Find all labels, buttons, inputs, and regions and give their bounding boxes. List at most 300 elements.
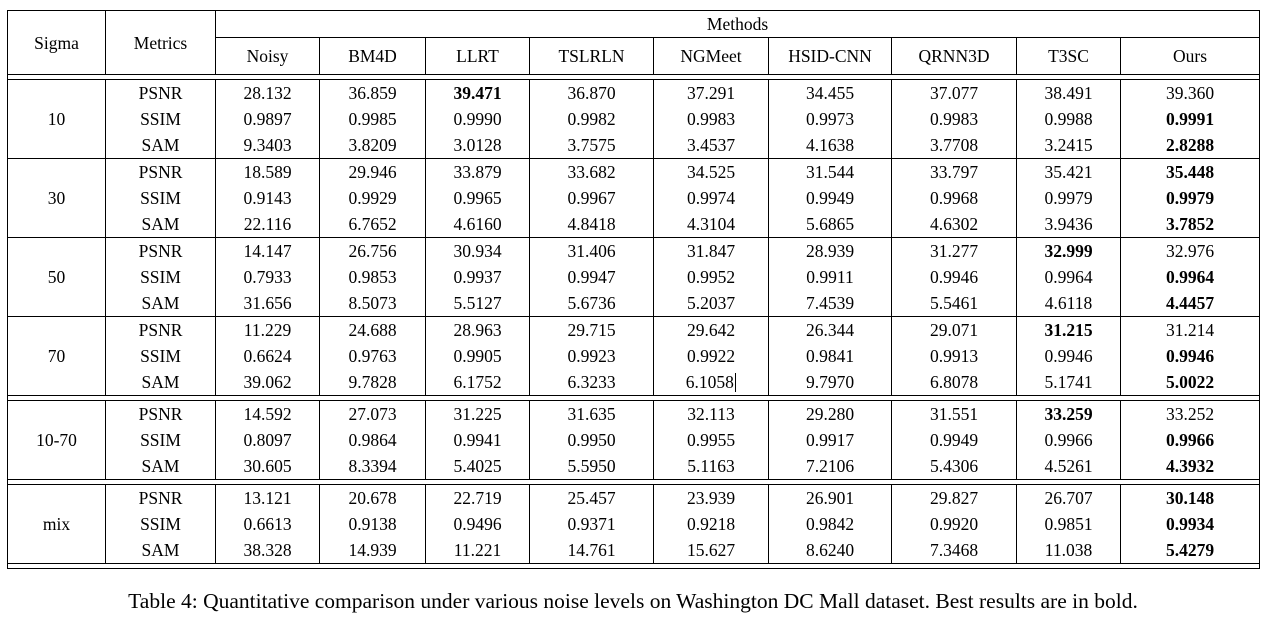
value-text: 0.9949 <box>929 430 979 450</box>
value-text: 31.551 <box>929 404 979 424</box>
value-cell-bm4d-ssim <box>320 511 426 537</box>
value-cell-ngmeet-psnr <box>654 317 769 343</box>
value-text: 29.071 <box>929 320 979 340</box>
value-text: 28.963 <box>453 320 502 340</box>
value-cell-tslrln-psnr <box>530 485 654 512</box>
value-cell-tslrln-sam <box>530 290 654 317</box>
sigma-label: 10 <box>8 80 106 159</box>
value-text: 3.9436 <box>1044 214 1093 234</box>
value-cell-ngmeet-ssim <box>654 511 769 537</box>
value-cell-tslrln-psnr <box>530 80 654 107</box>
value-cell-tslrln-ssim <box>530 427 654 453</box>
value-text: 31.215 <box>1044 320 1093 340</box>
value-cell-llrt-sam <box>426 453 530 480</box>
column-header-method-hsid-cnn: HSID-CNN <box>769 38 892 75</box>
value-text: 0.9371 <box>567 514 616 534</box>
value-text: 33.682 <box>567 162 616 182</box>
value-text: 4.5261 <box>1044 456 1093 476</box>
value-cell-tslrln-ssim <box>530 185 654 211</box>
value-text: 27.073 <box>348 404 397 424</box>
value-cell-ngmeet-psnr <box>654 80 769 107</box>
value-cell-ours-sam <box>1121 290 1260 317</box>
value-cell-noisy-ssim <box>216 185 320 211</box>
value-cell-t3sc-ssim <box>1017 106 1121 132</box>
column-header-sigma: Sigma <box>8 11 106 75</box>
value-text: 0.9922 <box>686 346 736 366</box>
value-text: 0.8097 <box>243 430 292 450</box>
value-text: 39.360 <box>1165 83 1215 103</box>
value-cell-bm4d-psnr <box>320 159 426 185</box>
value-cell-hsid-cnn-psnr <box>769 238 892 264</box>
value-text: 0.6613 <box>243 514 292 534</box>
value-cell-llrt-sam <box>426 211 530 238</box>
data-row-sigma-70-ssim <box>8 343 1260 369</box>
value-cell-t3sc-sam <box>1017 537 1121 564</box>
value-text: 0.9851 <box>1044 514 1093 534</box>
column-header-method-t3sc: T3SC <box>1017 38 1121 75</box>
metric-label: SSIM <box>106 343 216 369</box>
value-cell-qrnn3d-psnr <box>892 485 1017 512</box>
value-cell-ngmeet-sam <box>654 453 769 480</box>
value-cell-llrt-ssim <box>426 343 530 369</box>
value-text: 35.421 <box>1044 162 1093 182</box>
value-text: 0.9983 <box>929 109 979 129</box>
value-text: 33.797 <box>929 162 979 182</box>
value-text: 0.9496 <box>453 514 502 534</box>
value-text: 0.9864 <box>348 430 397 450</box>
value-cell-ours-sam <box>1121 211 1260 238</box>
value-cell-noisy-sam <box>216 537 320 564</box>
value-text: 8.5073 <box>348 293 397 313</box>
value-cell-tslrln-psnr <box>530 159 654 185</box>
value-cell-hsid-cnn-sam <box>769 369 892 396</box>
value-text: 14.592 <box>243 404 292 424</box>
value-cell-llrt-psnr <box>426 485 530 512</box>
value-cell-llrt-psnr <box>426 159 530 185</box>
value-cell-bm4d-psnr <box>320 80 426 107</box>
value-cell-hsid-cnn-psnr <box>769 317 892 343</box>
value-text: 0.9946 <box>929 267 979 287</box>
value-cell-ours-ssim <box>1121 511 1260 537</box>
value-text: 5.1741 <box>1044 372 1093 392</box>
value-cell-llrt-sam <box>426 369 530 396</box>
data-row-sigma-50-sam <box>8 290 1260 317</box>
value-text: 0.9985 <box>348 109 397 129</box>
value-cell-ours-ssim <box>1121 106 1260 132</box>
value-text: 31.406 <box>567 241 616 261</box>
value-text: 38.328 <box>243 540 292 560</box>
value-cell-ours-sam <box>1121 132 1260 159</box>
value-cell-tslrln-sam <box>530 369 654 396</box>
value-text: 36.870 <box>567 83 616 103</box>
value-text: 14.939 <box>348 540 397 560</box>
value-cell-qrnn3d-sam <box>892 290 1017 317</box>
value-text: 4.1638 <box>805 135 855 155</box>
value-cell-ours-psnr <box>1121 317 1260 343</box>
value-text: 5.4025 <box>453 456 502 476</box>
value-text: 18.589 <box>243 162 292 182</box>
sigma-label: 10-70 <box>8 401 106 480</box>
value-cell-t3sc-psnr <box>1017 317 1121 343</box>
data-row-sigma-10-70-psnr <box>8 401 1260 428</box>
value-cell-t3sc-psnr <box>1017 238 1121 264</box>
value-cell-bm4d-sam <box>320 453 426 480</box>
value-cell-tslrln-ssim <box>530 343 654 369</box>
value-text: 6.1058 <box>685 372 734 392</box>
value-cell-noisy-sam <box>216 453 320 480</box>
value-cell-ours-sam <box>1121 369 1260 396</box>
metric-label: PSNR <box>106 485 216 512</box>
value-text: 35.448 <box>1165 162 1215 182</box>
value-cell-hsid-cnn-ssim <box>769 185 892 211</box>
value-cell-bm4d-sam <box>320 290 426 317</box>
value-cell-ngmeet-psnr <box>654 238 769 264</box>
value-text: 8.6240 <box>805 540 855 560</box>
value-cell-t3sc-sam <box>1017 453 1121 480</box>
value-text: 32.976 <box>1165 241 1215 261</box>
value-cell-hsid-cnn-sam <box>769 453 892 480</box>
value-cell-ours-psnr <box>1121 159 1260 185</box>
value-text: 0.9982 <box>567 109 616 129</box>
value-text: 0.9937 <box>453 267 502 287</box>
metric-label: PSNR <box>106 401 216 428</box>
value-text: 4.6160 <box>453 214 502 234</box>
value-cell-t3sc-sam <box>1017 132 1121 159</box>
value-cell-t3sc-sam <box>1017 211 1121 238</box>
data-row-sigma-50-psnr <box>8 238 1260 264</box>
value-cell-hsid-cnn-sam <box>769 132 892 159</box>
value-text: 0.9965 <box>453 188 502 208</box>
value-text: 30.605 <box>243 456 292 476</box>
value-text: 0.9988 <box>1044 109 1093 129</box>
value-cell-t3sc-ssim <box>1017 185 1121 211</box>
value-cell-noisy-psnr <box>216 401 320 428</box>
value-cell-llrt-sam <box>426 290 530 317</box>
value-text: 0.9143 <box>243 188 292 208</box>
value-text: 29.642 <box>686 320 736 340</box>
value-cell-qrnn3d-psnr <box>892 80 1017 107</box>
value-text: 0.9979 <box>1165 188 1215 208</box>
value-text: 0.9955 <box>686 430 736 450</box>
value-cell-llrt-sam <box>426 132 530 159</box>
value-cell-ours-ssim <box>1121 264 1260 290</box>
value-text: 0.9973 <box>805 109 855 129</box>
column-header-method-qrnn3d: QRNN3D <box>892 38 1017 75</box>
column-header-method-ours: Ours <box>1121 38 1260 75</box>
value-cell-tslrln-sam <box>530 211 654 238</box>
value-text: 0.9949 <box>805 188 855 208</box>
value-text: 5.6736 <box>567 293 616 313</box>
value-cell-qrnn3d-psnr <box>892 401 1017 428</box>
value-cell-t3sc-ssim <box>1017 511 1121 537</box>
value-cell-ngmeet-ssim <box>654 106 769 132</box>
value-text: 30.934 <box>453 241 502 261</box>
double-rule-separator <box>8 564 1260 569</box>
value-cell-ours-psnr <box>1121 401 1260 428</box>
value-text: 0.9946 <box>1165 346 1215 366</box>
value-cell-bm4d-ssim <box>320 427 426 453</box>
value-text: 0.9964 <box>1165 267 1215 287</box>
table-header <box>8 11 1260 75</box>
value-cell-ngmeet-sam <box>654 132 769 159</box>
value-text: 4.4457 <box>1165 293 1215 313</box>
metric-label: PSNR <box>106 238 216 264</box>
value-cell-llrt-psnr <box>426 238 530 264</box>
value-text: 28.939 <box>805 241 855 261</box>
data-row-sigma-30-psnr <box>8 159 1260 185</box>
value-text: 4.8418 <box>567 214 616 234</box>
value-text: 0.9934 <box>1165 514 1215 534</box>
metric-label: SSIM <box>106 185 216 211</box>
value-text: 6.3233 <box>567 372 616 392</box>
value-text: 0.9763 <box>348 346 397 366</box>
value-text: 0.9979 <box>1044 188 1093 208</box>
column-header-method-bm4d: BM4D <box>320 38 426 75</box>
value-text: 0.9917 <box>805 430 855 450</box>
value-cell-qrnn3d-ssim <box>892 106 1017 132</box>
value-text: 33.259 <box>1044 404 1093 424</box>
value-cell-hsid-cnn-ssim <box>769 343 892 369</box>
value-cell-hsid-cnn-psnr <box>769 485 892 512</box>
column-header-method-tslrln: TSLRLN <box>530 38 654 75</box>
data-row-sigma-10-70-ssim <box>8 427 1260 453</box>
value-cell-llrt-ssim <box>426 427 530 453</box>
value-text: 30.148 <box>1165 488 1215 508</box>
value-cell-qrnn3d-ssim <box>892 511 1017 537</box>
value-cell-noisy-sam <box>216 211 320 238</box>
value-cell-hsid-cnn-ssim <box>769 106 892 132</box>
value-text: 33.252 <box>1165 404 1215 424</box>
value-text: 0.9923 <box>567 346 616 366</box>
column-group-header-methods: Methods <box>216 11 1260 38</box>
value-text: 6.1752 <box>453 372 502 392</box>
metric-label: SSIM <box>106 106 216 132</box>
value-text: 33.879 <box>453 162 502 182</box>
value-cell-noisy-psnr <box>216 317 320 343</box>
data-row-sigma-30-ssim <box>8 185 1260 211</box>
column-header-method-noisy: Noisy <box>216 38 320 75</box>
value-text: 31.214 <box>1165 320 1215 340</box>
value-cell-tslrln-psnr <box>530 238 654 264</box>
value-text: 13.121 <box>243 488 292 508</box>
value-text: 9.7970 <box>805 372 855 392</box>
value-cell-ours-ssim <box>1121 343 1260 369</box>
value-text: 31.635 <box>567 404 616 424</box>
value-text: 4.6118 <box>1044 293 1093 313</box>
metric-label: SSIM <box>106 264 216 290</box>
sigma-label: 50 <box>8 238 106 317</box>
value-text: 3.7708 <box>929 135 979 155</box>
data-row-sigma-10-psnr <box>8 80 1260 107</box>
value-cell-qrnn3d-sam <box>892 537 1017 564</box>
value-cell-qrnn3d-psnr <box>892 238 1017 264</box>
rule-line <box>8 564 1260 569</box>
value-text: 29.280 <box>805 404 855 424</box>
value-cell-bm4d-sam <box>320 132 426 159</box>
value-text: 0.9952 <box>686 267 736 287</box>
metric-label: SAM <box>106 132 216 159</box>
value-cell-t3sc-sam <box>1017 290 1121 317</box>
value-cell-tslrln-psnr <box>530 317 654 343</box>
sigma-label: 30 <box>8 159 106 238</box>
value-cell-noisy-sam <box>216 132 320 159</box>
value-cell-hsid-cnn-psnr <box>769 80 892 107</box>
sigma-label: 70 <box>8 317 106 396</box>
value-cell-tslrln-sam <box>530 537 654 564</box>
value-cell-hsid-cnn-sam <box>769 537 892 564</box>
value-text: 4.3932 <box>1165 456 1215 476</box>
value-cell-qrnn3d-ssim <box>892 427 1017 453</box>
metric-label: PSNR <box>106 159 216 185</box>
value-cell-t3sc-psnr <box>1017 159 1121 185</box>
value-text: 32.113 <box>687 404 735 424</box>
value-text: 24.688 <box>348 320 397 340</box>
value-text: 3.8209 <box>348 135 397 155</box>
value-text: 3.4537 <box>686 135 736 155</box>
value-text: 11.038 <box>1044 540 1093 560</box>
value-text: 0.9929 <box>348 188 397 208</box>
value-cell-hsid-cnn-psnr <box>769 159 892 185</box>
value-cell-t3sc-ssim <box>1017 343 1121 369</box>
value-text: 5.4279 <box>1165 540 1215 560</box>
data-row-sigma-30-sam <box>8 211 1260 238</box>
value-text: 5.6865 <box>805 214 855 234</box>
value-cell-ngmeet-ssim <box>654 264 769 290</box>
value-text: 32.999 <box>1044 241 1093 261</box>
value-text: 0.9841 <box>805 346 855 366</box>
metric-label: SAM <box>106 369 216 396</box>
value-cell-ngmeet-psnr <box>654 485 769 512</box>
value-cell-qrnn3d-sam <box>892 211 1017 238</box>
value-cell-llrt-ssim <box>426 185 530 211</box>
value-cell-noisy-sam <box>216 369 320 396</box>
column-header-method-ngmeet: NGMeet <box>654 38 769 75</box>
value-text: 0.9842 <box>805 514 855 534</box>
value-cell-t3sc-sam <box>1017 369 1121 396</box>
value-text: 22.719 <box>453 488 502 508</box>
value-cell-llrt-psnr <box>426 80 530 107</box>
value-text: 0.9966 <box>1165 430 1215 450</box>
value-text: 31.277 <box>929 241 979 261</box>
value-cell-qrnn3d-psnr <box>892 317 1017 343</box>
value-text: 0.6624 <box>243 346 292 366</box>
value-text: 31.656 <box>243 293 292 313</box>
data-row-sigma-10-ssim <box>8 106 1260 132</box>
data-row-sigma-50-ssim <box>8 264 1260 290</box>
value-text: 23.939 <box>686 488 736 508</box>
value-text: 5.5950 <box>567 456 616 476</box>
data-row-sigma-70-psnr <box>8 317 1260 343</box>
value-text: 0.9947 <box>567 267 616 287</box>
value-text: 3.0128 <box>453 135 502 155</box>
value-cell-noisy-ssim <box>216 511 320 537</box>
value-text: 31.225 <box>453 404 502 424</box>
value-text: 5.0022 <box>1165 372 1215 392</box>
value-text: 0.7933 <box>243 267 292 287</box>
value-text: 0.9218 <box>686 514 736 534</box>
value-cell-llrt-psnr <box>426 401 530 428</box>
data-row-sigma-mix-psnr <box>8 485 1260 512</box>
value-cell-ours-ssim <box>1121 185 1260 211</box>
value-cell-ours-psnr <box>1121 80 1260 107</box>
value-cell-ours-ssim <box>1121 427 1260 453</box>
value-text: 20.678 <box>348 488 397 508</box>
value-cell-ngmeet-ssim <box>654 185 769 211</box>
column-header-metrics: Metrics <box>106 11 216 75</box>
value-cell-llrt-ssim <box>426 106 530 132</box>
value-text: 5.5461 <box>929 293 979 313</box>
value-text: 22.116 <box>243 214 292 234</box>
value-text: 7.4539 <box>805 293 855 313</box>
value-cell-t3sc-ssim <box>1017 264 1121 290</box>
value-cell-qrnn3d-psnr <box>892 159 1017 185</box>
value-cell-ngmeet-sam <box>654 290 769 317</box>
value-cell-bm4d-sam <box>320 211 426 238</box>
value-text: 5.4306 <box>929 456 979 476</box>
value-text: 0.9920 <box>929 514 979 534</box>
value-cell-tslrln-ssim <box>530 511 654 537</box>
value-text: 38.491 <box>1044 83 1093 103</box>
value-cell-noisy-ssim <box>216 264 320 290</box>
value-text: 0.9964 <box>1044 267 1093 287</box>
value-cell-t3sc-psnr <box>1017 80 1121 107</box>
value-cell-ngmeet-psnr <box>654 401 769 428</box>
metric-label: SSIM <box>106 511 216 537</box>
value-cell-noisy-psnr <box>216 159 320 185</box>
table-body <box>8 75 1260 569</box>
value-text: 39.471 <box>453 83 502 103</box>
value-text: 0.9905 <box>453 346 502 366</box>
metric-label: SSIM <box>106 427 216 453</box>
data-row-sigma-10-sam <box>8 132 1260 159</box>
value-cell-ngmeet-ssim <box>654 427 769 453</box>
value-cell-qrnn3d-ssim <box>892 264 1017 290</box>
value-cell-ngmeet-sam <box>654 369 769 396</box>
value-text: 0.9950 <box>567 430 616 450</box>
value-text: 11.229 <box>243 320 292 340</box>
value-text: 34.525 <box>686 162 736 182</box>
value-text: 0.9966 <box>1044 430 1093 450</box>
value-text: 9.7828 <box>348 372 397 392</box>
value-text: 0.9913 <box>929 346 979 366</box>
value-text: 5.2037 <box>686 293 736 313</box>
metric-label: SAM <box>106 537 216 564</box>
value-cell-noisy-psnr <box>216 238 320 264</box>
value-cell-tslrln-sam <box>530 132 654 159</box>
value-text: 0.9946 <box>1044 346 1093 366</box>
value-cell-qrnn3d-sam <box>892 453 1017 480</box>
value-text: 4.6302 <box>929 214 979 234</box>
value-cell-bm4d-psnr <box>320 401 426 428</box>
value-text: 0.9974 <box>686 188 736 208</box>
value-cell-noisy-ssim <box>216 343 320 369</box>
metric-label: PSNR <box>106 317 216 343</box>
value-cell-hsid-cnn-sam <box>769 211 892 238</box>
value-text: 2.8288 <box>1165 135 1215 155</box>
value-cell-tslrln-ssim <box>530 106 654 132</box>
value-text: 6.8078 <box>929 372 979 392</box>
value-text: 0.9853 <box>348 267 397 287</box>
value-text: 31.847 <box>686 241 736 261</box>
value-text: 14.147 <box>243 241 292 261</box>
value-text: 0.9991 <box>1165 109 1215 129</box>
value-cell-llrt-psnr <box>426 317 530 343</box>
value-cell-tslrln-ssim <box>530 264 654 290</box>
value-cell-t3sc-ssim <box>1017 427 1121 453</box>
value-cell-bm4d-ssim <box>320 106 426 132</box>
value-cell-hsid-cnn-sam <box>769 290 892 317</box>
value-cell-t3sc-psnr <box>1017 401 1121 428</box>
